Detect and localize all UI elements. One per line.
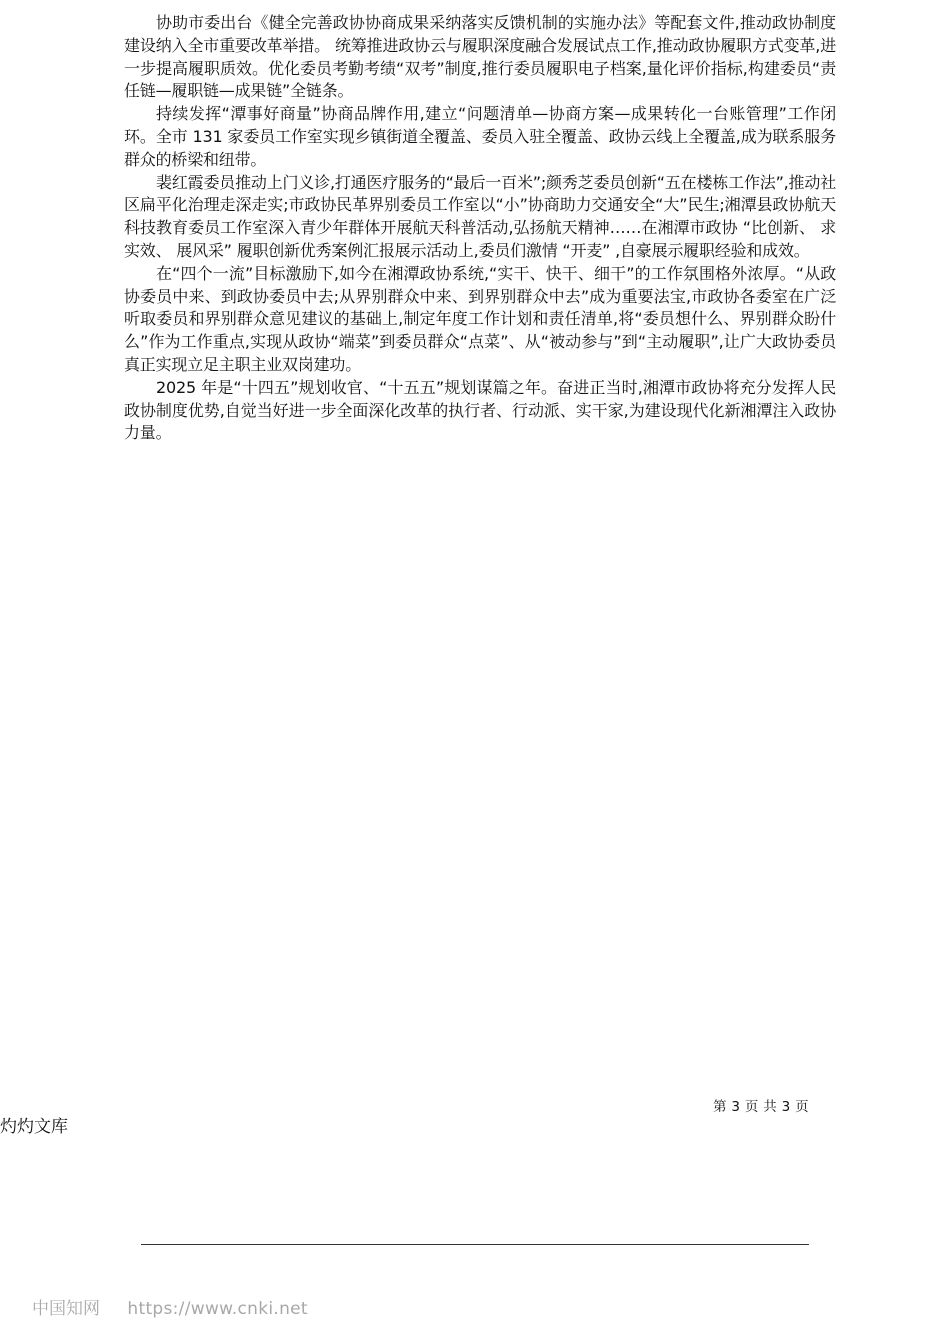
cnki-watermark	[32, 1294, 308, 1319]
paragraph-5: 2025 年是“十四五”规划收官、“十五五”规划谋篇之年。奋进正当时,湘潭市政协将充分发挥人民政协制度优势,自觉当好进一步全面深化改革的执行者、行动派、实干家,为建设现代化新湘潭注入政协力量。	[124, 377, 836, 443]
page-number: 第 3 页 共 3 页	[713, 1099, 809, 1115]
library-name: 灼灼文库	[0, 1117, 68, 1137]
watermark-url: https://www.cnki.net	[127, 1299, 308, 1319]
document-body	[124, 12, 836, 445]
paragraph-4: 在“四个一流”目标激励下,如今在湘潭政协系统,“实干、快干、细干”的工作氛围格外浓厚。“从政协委员中来、到政协委员中去;从界别群众中来、到界别群众中去”成为重要法宝,市政协各委室在广泛听取委员和界别群众意见建议的基础上,制定年度工作计划和责任清单,将“委员想什么、界别群众盼什么”作为工作重点,实现从政协“端菜”到委员群众“点菜”、从“被动参与”到“主动履职”,让广大政协委员真正实现立足主职主业双岗建功。	[124, 263, 836, 374]
paragraph-1: 协助市委出台《健全完善政协协商成果采纳落实反馈机制的实施办法》等配套文件,推动政协制度建设纳入全市重要改革举措。 统筹推进政协云与履职深度融合发展试点工作,推动政协履职方式变革,进一步提高履职质效。优化委员考勤考绩“双考”制度,推行委员履职电子档案,量化评价指标,构建委员“责任链—履职链—成果链”全链条。	[124, 13, 836, 101]
watermark-brand: 中国知网	[32, 1299, 100, 1319]
paragraph-3: 裴红霞委员推动上门义诊,打通医疗服务的“最后一百米”;颜秀芝委员创新“五在楼栋工作法”,推动社区扁平化治理走深走实;市政协民革界别委员工作室以“小”协商助力交通安全“大”民生;湘潭县政协航天科技教育委员工作室深入青少年群体开展航天科普活动,弘扬航天精神……在湘潭市政协 “比创新、 求实效、 展风采” 履职创新优秀案例汇报展示活动上,委员们激情 “开麦” ,自豪展示履职经验和成效。	[124, 172, 836, 260]
footer-divider	[141, 1244, 809, 1245]
paragraph-2: 持续发挥“潭事好商量”协商品牌作用,建立“问题清单—协商方案—成果转化一台账管理”工作闭环。全市 131 家委员工作室实现乡镇街道全覆盖、委员入驻全覆盖、政协云线上全覆盖,成为联系服务群众的桥梁和纽带。	[124, 104, 836, 169]
